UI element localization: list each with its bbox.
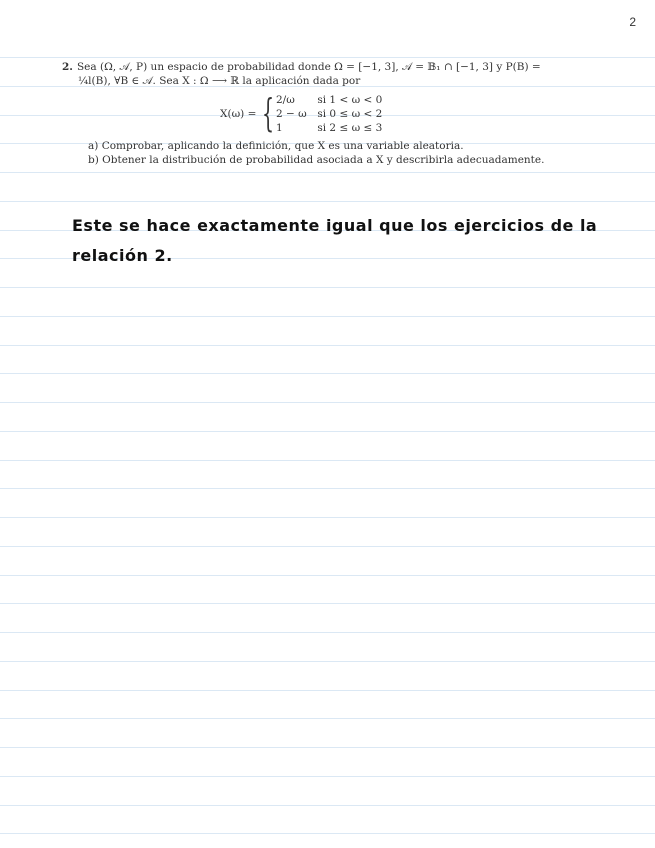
ruled-line	[0, 603, 655, 604]
function-case-2	[276, 108, 382, 122]
ruled-line	[0, 488, 655, 489]
ruled-line	[0, 172, 655, 173]
case-condition: si 2 ≤ ω ≤ 3	[317, 122, 383, 134]
ruled-line	[0, 460, 655, 461]
function-case-3	[276, 122, 382, 136]
ruled-line	[0, 575, 655, 576]
handwritten-note-line-1: Este se hace exactamente igual que los ejercicios de la	[72, 216, 598, 235]
problem-text-1: Sea (Ω, 𝒜, P) un espacio de probabilidad donde Ω = [−1, 3], 𝒜 = 𝔹₁ ∩ [−1, 3] y P(B) =	[76, 61, 541, 73]
ruled-line	[0, 833, 655, 834]
left-brace: {	[262, 91, 275, 135]
ruled-line	[0, 546, 655, 547]
function-lhs: X(ω) =	[220, 108, 257, 120]
ruled-line	[0, 805, 655, 806]
problem-line-2: ¼l(B), ∀B ∈ 𝒜. Sea X : Ω ⟶ ℝ la aplicación dada por	[78, 75, 361, 87]
handwritten-note-line-2: relación 2.	[72, 246, 173, 265]
page-number: 2	[629, 15, 636, 29]
ruled-line	[0, 718, 655, 719]
item-b: b) Obtener la distribución de probabilidad asociada a X y describirla adecuadamente.	[88, 154, 545, 166]
case-value: 2/ω	[276, 94, 295, 106]
case-value: 1	[276, 122, 283, 134]
case-condition: si 0 ≤ ω < 2	[317, 108, 383, 120]
ruled-line	[0, 345, 655, 346]
problem-number: 2.	[62, 61, 73, 73]
ruled-line	[0, 431, 655, 432]
problem-statement	[62, 60, 562, 88]
ruled-line	[0, 632, 655, 633]
ruled-line	[0, 373, 655, 374]
ruled-line	[0, 776, 655, 777]
ruled-line	[0, 316, 655, 317]
problem-items	[88, 139, 544, 167]
case-condition: si 1 < ω < 0	[317, 94, 383, 106]
ruled-line	[0, 201, 655, 202]
ruled-line	[0, 287, 655, 288]
ruled-line	[0, 690, 655, 691]
function-case-1	[276, 94, 382, 108]
item-a: a) Comprobar, aplicando la definición, que X es una variable aleatoria.	[88, 140, 464, 152]
ruled-line	[0, 661, 655, 662]
problem-line-1	[62, 60, 562, 74]
ruled-line	[0, 747, 655, 748]
ruled-line	[0, 57, 655, 58]
ruled-line	[0, 517, 655, 518]
ruled-line	[0, 402, 655, 403]
case-value: 2 − ω	[276, 108, 307, 120]
